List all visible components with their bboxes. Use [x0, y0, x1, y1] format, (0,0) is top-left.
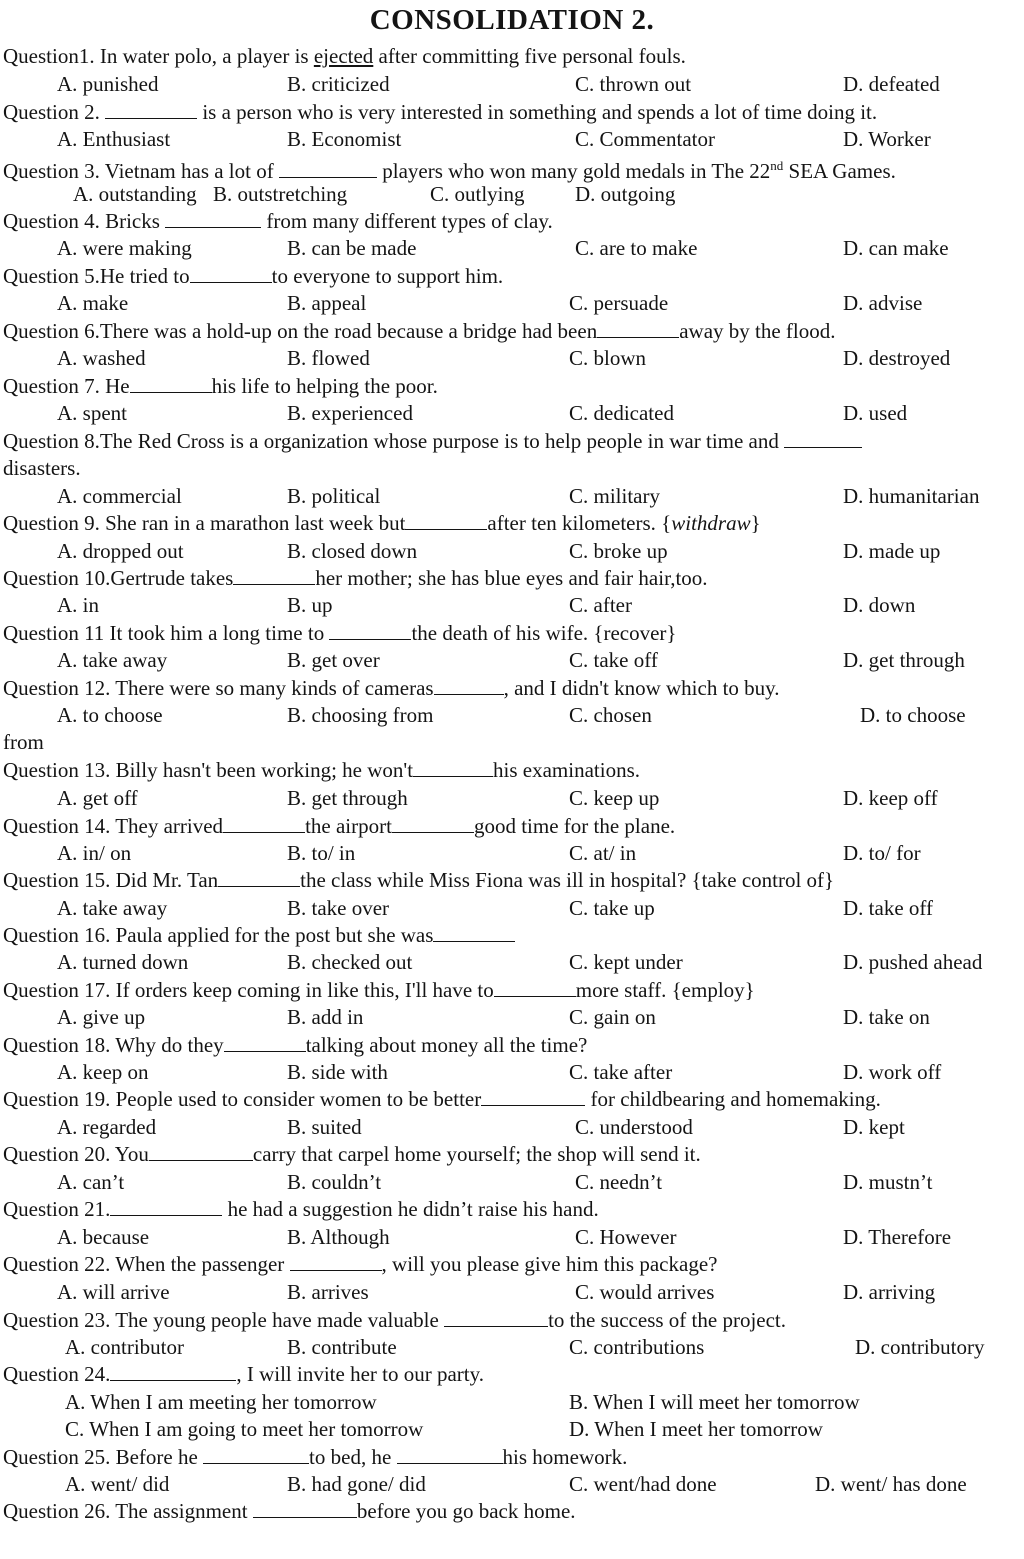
option-b[interactable]: B. choosing from: [287, 703, 434, 727]
question-text: Question 21.: [3, 1197, 111, 1221]
option-d[interactable]: D. take off: [843, 896, 933, 920]
question-17: [3, 977, 755, 1003]
question-13: [3, 757, 640, 783]
option-a[interactable]: A. keep on: [57, 1060, 149, 1084]
underlined-word: ejected: [313, 44, 374, 68]
question-text: more staff. {employ}: [575, 978, 755, 1002]
option-b[interactable]: B. get over: [287, 648, 380, 672]
option-c[interactable]: C. are to make: [575, 236, 698, 260]
question-text: players who won many gold medals in The 22: [376, 159, 771, 183]
option-b[interactable]: B. add in: [287, 1005, 364, 1029]
option-a[interactable]: A. take away: [57, 648, 168, 672]
question-text: carry that carpel home yourself; the shop will send it.: [252, 1142, 701, 1166]
option-c[interactable]: C. blown: [569, 346, 647, 370]
question-19: [3, 1086, 881, 1112]
answer-blank: [290, 1252, 382, 1271]
option-b[interactable]: B. suited: [287, 1115, 362, 1139]
option-b[interactable]: B. political: [287, 484, 381, 508]
option-a[interactable]: A. to choose: [57, 703, 163, 727]
option-c[interactable]: C. persuade: [569, 291, 669, 315]
option-d[interactable]: D. humanitarian: [843, 484, 980, 508]
option-a[interactable]: A. were making: [57, 236, 192, 260]
option-b[interactable]: B. to/ in: [287, 841, 356, 865]
question-2: [3, 99, 877, 125]
option-b[interactable]: B. appeal: [287, 291, 367, 315]
question-text: Question 26. The assignment: [3, 1499, 253, 1523]
option-a[interactable]: A. take away: [57, 896, 168, 920]
question-text: Question 11 It took him a long time to: [3, 621, 330, 645]
question-text: for childbearing and homemaking.: [585, 1087, 881, 1111]
question-15: [3, 867, 834, 893]
option-c[interactable]: C. military: [569, 484, 660, 508]
question-text: talking about money all the time?: [305, 1033, 588, 1057]
question-14: [3, 813, 675, 839]
question-text: to bed, he: [309, 1445, 397, 1469]
option-b[interactable]: B. closed down: [287, 539, 418, 563]
option-a[interactable]: A. regarded: [57, 1115, 157, 1139]
option-d[interactable]: D. can make: [843, 236, 949, 260]
option-a[interactable]: A. turned down: [57, 950, 189, 974]
answer-blank: [110, 1362, 236, 1381]
question-text: from many different types of clay.: [261, 209, 553, 233]
answer-blank: [190, 264, 272, 283]
option-c[interactable]: C. gain on: [569, 1005, 656, 1029]
option-d[interactable]: D. to choose: [860, 703, 966, 727]
question-text: Question 12. There were so many kinds of cameras: [3, 676, 434, 700]
option-d[interactable]: D. work off: [843, 1060, 942, 1084]
option-a[interactable]: A. contributor: [65, 1335, 184, 1359]
question-text: Question 24.: [3, 1362, 111, 1386]
question-text: , will you please give him this package?: [381, 1252, 718, 1276]
option-c[interactable]: C. thrown out: [575, 72, 692, 96]
answer-blank: [165, 209, 261, 228]
option-b[interactable]: B. arrives: [287, 1280, 369, 1304]
question-text: Question 13. Billy hasn't been working; he won't: [3, 758, 414, 782]
option-a[interactable]: A. will arrive: [57, 1280, 170, 1304]
answer-blank: [149, 1142, 253, 1161]
option-b[interactable]: B. up: [287, 593, 333, 617]
question-text: he had a suggestion he didn’t raise his hand.: [222, 1197, 599, 1221]
option-c[interactable]: C. chosen: [569, 703, 652, 727]
option-d[interactable]: D. contributory: [855, 1335, 985, 1359]
answer-blank: [105, 100, 197, 119]
option-d[interactable]: D. arriving: [843, 1280, 936, 1304]
answer-blank: [253, 1499, 357, 1518]
question-12: [3, 675, 780, 701]
option-a[interactable]: A. went/ did: [65, 1472, 170, 1496]
option-b[interactable]: B. experienced: [287, 401, 413, 425]
answer-blank: [494, 978, 576, 997]
question-25: [3, 1444, 627, 1470]
option-c[interactable]: C. would arrives: [575, 1280, 715, 1304]
option-c[interactable]: C. take off: [569, 648, 658, 672]
option-b[interactable]: B. can be made: [287, 236, 417, 260]
option-b[interactable]: B. When I will meet her tomorrow: [569, 1390, 860, 1414]
question-text: Question 14. They arrived: [3, 814, 224, 838]
question-text: Question 5.He tried to: [3, 264, 190, 288]
question-text: the death of his wife. {recover}: [411, 621, 677, 645]
option-a[interactable]: A. outstanding: [73, 182, 197, 206]
question-text: after ten kilometers. {: [487, 511, 672, 535]
question-1: [3, 43, 686, 69]
option-c[interactable]: C. keep up: [569, 786, 660, 810]
option-d[interactable]: D. down: [843, 593, 916, 617]
option-d[interactable]: D. defeated: [843, 72, 940, 96]
question-20: [3, 1141, 701, 1167]
question-10: [3, 565, 708, 591]
question-text: , I will invite her to our party.: [236, 1362, 484, 1386]
question-text: Question 23. The young people have made valuable: [3, 1308, 445, 1332]
option-d[interactable]: D. When I meet her tomorrow: [569, 1417, 823, 1441]
question-24: [3, 1361, 484, 1387]
question-4: [3, 208, 553, 234]
question-text: to everyone to support him.: [271, 264, 504, 288]
option-d[interactable]: D. mustn’t: [843, 1170, 933, 1194]
option-c[interactable]: C. broke up: [569, 539, 668, 563]
option-d[interactable]: D. Worker: [843, 127, 931, 151]
option-d[interactable]: D. made up: [843, 539, 941, 563]
question-23: [3, 1307, 786, 1333]
answer-blank: [223, 814, 305, 833]
question-text: good time for the plane.: [473, 814, 676, 838]
option-a[interactable]: A. When I am meeting her tomorrow: [65, 1390, 377, 1414]
option-a[interactable]: A. spent: [57, 401, 127, 425]
question-26: [3, 1498, 576, 1524]
option-b[interactable]: B. outstretching: [213, 182, 348, 206]
question-text: Question 10.Gertrude takes: [3, 566, 234, 590]
answer-blank: [224, 1033, 306, 1052]
option-c[interactable]: C. kept under: [569, 950, 683, 974]
question-6: [3, 318, 836, 344]
option-d[interactable]: D. kept: [843, 1115, 905, 1139]
option-a[interactable]: A. because: [57, 1225, 150, 1249]
option-c[interactable]: C. However: [575, 1225, 677, 1249]
question-3: [3, 153, 896, 184]
question-text: Question 19. People used to consider women to be better: [3, 1087, 482, 1111]
option-d[interactable]: D. get through: [843, 648, 965, 672]
option-a[interactable]: A. give up: [57, 1005, 146, 1029]
answer-blank: [218, 868, 300, 887]
option-a[interactable]: A. get off: [57, 786, 138, 810]
option-d[interactable]: D. used: [843, 401, 908, 425]
question-text: after committing five personal fouls.: [373, 44, 686, 68]
option-b[interactable]: B. checked out: [287, 950, 413, 974]
answer-blank: [433, 923, 515, 942]
question-text: Question 22. When the passenger: [3, 1252, 290, 1276]
question-text: Question 3. Vietnam has a lot of: [3, 159, 279, 183]
option-d[interactable]: D. take on: [843, 1005, 930, 1029]
option-a[interactable]: A. dropped out: [57, 539, 184, 563]
question-text: Question 16. Paula applied for the post but she was: [3, 923, 434, 947]
option-d[interactable]: D. destroyed: [843, 346, 951, 370]
option-d[interactable]: D. to/ for: [843, 841, 921, 865]
question-text: the class while Miss Fiona was ill in hospital? {take control of}: [300, 868, 835, 892]
option-c[interactable]: C. after: [569, 593, 632, 617]
question-text: his examinations.: [493, 758, 641, 782]
question-text: Question 9. She ran in a marathon last week but: [3, 511, 406, 535]
option-d[interactable]: D. pushed ahead: [843, 950, 983, 974]
question-text: , and I didn't know which to buy.: [503, 676, 780, 700]
option-a[interactable]: A. make: [57, 291, 129, 315]
option-d[interactable]: D. outgoing: [575, 182, 676, 206]
option-a[interactable]: A. commercial: [57, 484, 182, 508]
option-b[interactable]: B. flowed: [287, 346, 370, 370]
option-d[interactable]: D. went/ has done: [815, 1472, 967, 1496]
option-a[interactable]: A. can’t: [57, 1170, 125, 1194]
option-b[interactable]: B. couldn’t: [287, 1170, 382, 1194]
option-d[interactable]: D. advise: [843, 291, 923, 315]
question-text: before you go back home.: [356, 1499, 576, 1523]
question-text: Question 2.: [3, 100, 106, 124]
option-c[interactable]: C. dedicated: [569, 401, 674, 425]
option-c[interactable]: C. take up: [569, 896, 655, 920]
question-11: [3, 620, 677, 646]
option-a[interactable]: A. punished: [57, 72, 159, 96]
question-text: Question 7. He: [3, 374, 130, 398]
option-b[interactable]: B. get through: [287, 786, 408, 810]
option-b[interactable]: B. take over: [287, 896, 390, 920]
question-21: [3, 1196, 599, 1222]
option-c[interactable]: C. at/ in: [569, 841, 637, 865]
answer-blank: [110, 1197, 222, 1216]
answer-blank: [130, 374, 212, 393]
question-8: [3, 428, 862, 454]
question-5: [3, 263, 503, 289]
answer-blank: [444, 1308, 548, 1327]
question-text: SEA Games.: [783, 159, 896, 183]
question-text: Question 17. If orders keep coming in like this, I'll have to: [3, 978, 494, 1002]
question-text: her mother; she has blue eyes and fair hair,too.: [315, 566, 708, 590]
answer-blank: [597, 319, 679, 338]
option-b[interactable]: B. Although: [287, 1225, 390, 1249]
question-22: [3, 1251, 717, 1277]
answer-blank: [329, 621, 411, 640]
question-text: Question 4. Bricks: [3, 209, 166, 233]
question-text: Question 18. Why do they: [3, 1033, 224, 1057]
question-7: [3, 373, 438, 399]
option-c[interactable]: C. needn’t: [575, 1170, 663, 1194]
question-text: Question 20. You: [3, 1142, 149, 1166]
question-text: Question1. In water polo, a player is: [3, 44, 314, 68]
option-c[interactable]: C. take after: [569, 1060, 673, 1084]
answer-blank: [397, 1445, 503, 1464]
option-a[interactable]: A. Enthusiast: [57, 127, 171, 151]
page-title: CONSOLIDATION 2.: [369, 4, 655, 36]
question-18: [3, 1032, 587, 1058]
option-c[interactable]: C. went/had done: [569, 1472, 717, 1496]
option-d-continued: from: [3, 730, 44, 754]
option-a[interactable]: A. in/ on: [57, 841, 132, 865]
question-text: to the success of the project.: [548, 1308, 786, 1332]
question-text: away by the flood.: [679, 319, 836, 343]
ordinal-suffix: nd: [770, 158, 784, 173]
question-text: his life to helping the poor.: [211, 374, 438, 398]
question-8-continued: disasters.: [3, 456, 81, 480]
option-c[interactable]: C. outlying: [430, 182, 525, 206]
question-text: Question 6.There was a hold-up on the road because a bridge had been: [3, 319, 598, 343]
option-c[interactable]: C. contributions: [569, 1335, 705, 1359]
answer-blank: [481, 1087, 585, 1106]
question-text: the airport: [305, 814, 392, 838]
option-c[interactable]: C. understood: [575, 1115, 693, 1139]
answer-blank: [413, 758, 493, 777]
option-b[interactable]: B. Economist: [287, 127, 402, 151]
question-text: Question 15. Did Mr. Tan: [3, 868, 219, 892]
answer-blank: [784, 429, 862, 448]
question-text: }: [750, 511, 761, 535]
question-9: [3, 510, 761, 536]
option-a[interactable]: A. in: [57, 593, 99, 617]
answer-blank: [203, 1445, 309, 1464]
option-d[interactable]: D. Therefore: [843, 1225, 952, 1249]
answer-blank: [392, 814, 474, 833]
answer-blank: [434, 676, 504, 695]
question-text: his homework.: [502, 1445, 628, 1469]
question-text: is a person who is very interested in something and spends a lot of time doing it.: [197, 100, 878, 124]
question-16: [3, 922, 515, 948]
option-b[interactable]: B. had gone/ did: [287, 1472, 426, 1496]
answer-blank: [405, 511, 487, 530]
question-text: Question 8.The Red Cross is a organization whose purpose is to help people in war time and: [3, 429, 785, 453]
question-text: Question 25. Before he: [3, 1445, 204, 1469]
option-b[interactable]: B. criticized: [287, 72, 390, 96]
option-d[interactable]: D. keep off: [843, 786, 938, 810]
option-a[interactable]: A. washed: [57, 346, 146, 370]
hint-word: withdraw: [671, 511, 751, 535]
answer-blank: [279, 159, 377, 178]
answer-blank: [233, 566, 315, 585]
option-c[interactable]: C. When I am going to meet her tomorrow: [65, 1417, 424, 1441]
option-b[interactable]: B. contribute: [287, 1335, 397, 1359]
option-b[interactable]: B. side with: [287, 1060, 388, 1084]
option-c[interactable]: C. Commentator: [575, 127, 715, 151]
